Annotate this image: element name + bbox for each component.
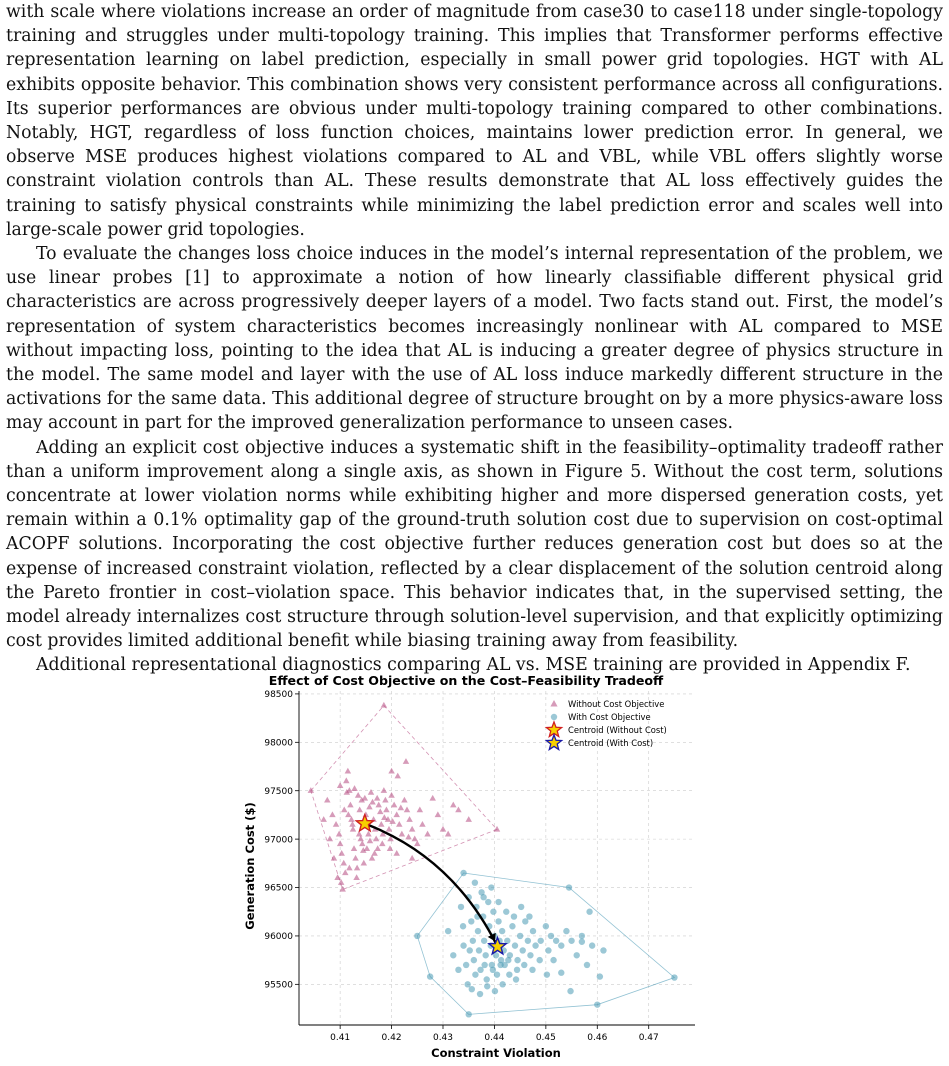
- y-tick-label: 96500: [264, 883, 293, 894]
- point-with-cost: [450, 952, 456, 958]
- scatter-chart: [236, 668, 714, 1061]
- point-with-cost: [490, 909, 496, 915]
- point-without-cost: [398, 805, 404, 811]
- point-with-cost: [499, 981, 505, 987]
- paragraph-1: with scale where violations increase an order of magnitude from case30 to case118 under single-topology training and struggles under multi-topology training. This implies that Transformer performs effective representation learning on label prediction, especially in small power grid topologies. HGT with AL exhibits opposite behavior. This combination shows very consistent performance across all configurations. Its superior performances are obvious under multi-topology training compared to other combinations. Notably, HGT, regardless of loss function choices, maintains lower prediction error. In general, we observe MSE produces highest violations compared to AL and VBL, while VBL offers slightly worse constraint violation controls than AL. These results demonstrate that AL loss effectively guides the training to satisfy physical constraints while minimizing the label prediction error and scales well into large-scale power grid topologies.: [6, 2, 943, 240]
- point-with-cost: [468, 918, 474, 924]
- point-without-cost: [356, 806, 362, 812]
- point-with-cost: [568, 938, 574, 944]
- point-with-cost: [511, 913, 517, 919]
- point-with-cost: [469, 986, 475, 992]
- point-without-cost: [391, 802, 397, 808]
- point-without-cost: [383, 806, 389, 812]
- point-with-cost: [525, 938, 531, 944]
- point-with-cost: [536, 957, 542, 963]
- point-without-cost: [351, 785, 357, 791]
- x-tick-label: 0.43: [432, 1033, 454, 1043]
- point-without-cost: [375, 802, 381, 808]
- point-without-cost: [429, 795, 435, 801]
- body-text: [6, 0, 943, 678]
- point-with-cost: [509, 923, 515, 929]
- point-with-cost: [455, 967, 461, 973]
- point-with-cost: [530, 928, 536, 934]
- point-without-cost: [440, 826, 446, 832]
- point-with-cost: [579, 933, 585, 939]
- point-with-cost: [574, 952, 580, 958]
- point-with-cost: [476, 947, 482, 953]
- point-without-cost: [396, 821, 402, 827]
- point-with-cost: [467, 947, 473, 953]
- paragraph-3: Adding an explicit cost objective induces a systematic shift in the feasibility–optimality tradeoff rather than a uniform improvement along a single axis, as shown in Figure 5. Without the cost term, solutions concentrate at lower violation norms while exhibiting higher and more dispersed generation costs, yet remain within a 0.1% optimality gap of the ground-truth solution cost due to supervision on cost-optimal ACOPF solutions. Incorporating the cost objective further reduces generation cost but does so at the expense of increased constraint violation, reflected by a clear displacement of the solution centroid along the Pareto frontier in cost–violation space. This behavior indicates that, in the supervised setting, the model already internalizes cost structure through solution-level supervision, and that explicitly optimizing cost provides limited additional benefit while biasing training away from feasibility.: [6, 437, 943, 652]
- point-without-cost: [450, 802, 456, 808]
- point-without-cost: [395, 773, 401, 779]
- point-without-cost: [424, 831, 430, 837]
- figure-5: [236, 668, 714, 1061]
- legend-label: Centroid (With Cost): [568, 738, 654, 748]
- point-with-cost: [532, 942, 538, 948]
- point-without-cost: [435, 811, 441, 817]
- point-without-cost: [381, 814, 387, 820]
- point-without-cost: [336, 831, 342, 837]
- y-tick-label: 98000: [264, 738, 293, 749]
- point-with-cost: [589, 942, 595, 948]
- legend-marker-triangle: [550, 700, 557, 707]
- x-tick-label: 0.44: [484, 1033, 505, 1043]
- point-with-cost: [492, 988, 498, 994]
- point-with-cost: [521, 962, 527, 968]
- point-with-cost: [567, 988, 573, 994]
- y-tick-label: 96000: [264, 932, 293, 943]
- point-with-cost: [553, 938, 559, 944]
- x-tick-label: 0.45: [535, 1033, 556, 1043]
- point-without-cost: [393, 811, 399, 817]
- point-without-cost: [403, 758, 409, 764]
- point-with-cost: [566, 884, 572, 890]
- point-without-cost: [327, 836, 333, 842]
- point-without-cost: [329, 811, 335, 817]
- point-without-cost: [401, 797, 407, 803]
- point-without-cost: [411, 836, 417, 842]
- point-with-cost: [586, 909, 592, 915]
- point-with-cost: [481, 962, 487, 968]
- point-with-cost: [520, 947, 526, 953]
- point-without-cost: [337, 840, 343, 846]
- point-with-cost: [506, 971, 512, 977]
- point-without-cost: [355, 792, 361, 798]
- y-tick-label: 98500: [264, 690, 293, 701]
- legend-label: With Cost Objective: [568, 712, 651, 722]
- point-with-cost: [481, 938, 487, 944]
- x-axis-label: Constraint Violation: [431, 1046, 561, 1060]
- x-tick-label: 0.47: [638, 1033, 659, 1043]
- point-with-cost: [529, 967, 535, 973]
- point-with-cost: [472, 879, 478, 885]
- point-with-cost: [472, 971, 478, 977]
- point-with-cost: [414, 933, 420, 939]
- point-with-cost: [514, 957, 520, 963]
- point-without-cost: [378, 821, 384, 827]
- point-without-cost: [320, 816, 326, 822]
- point-with-cost: [600, 947, 606, 953]
- point-with-cost: [497, 962, 503, 968]
- point-without-cost: [405, 834, 411, 840]
- point-with-cost: [584, 962, 590, 968]
- point-without-cost: [361, 860, 367, 866]
- point-with-cost: [460, 923, 466, 929]
- point-without-cost: [386, 826, 392, 832]
- y-tick-label: 95500: [264, 980, 293, 991]
- point-without-cost: [465, 816, 471, 822]
- point-with-cost: [550, 957, 556, 963]
- centroids: [356, 815, 506, 954]
- point-with-cost: [671, 974, 677, 980]
- point-with-cost: [513, 976, 519, 982]
- point-without-cost: [382, 797, 388, 803]
- point-without-cost: [367, 837, 373, 843]
- point-with-cost: [480, 894, 486, 900]
- y-tick-label: 97000: [264, 835, 293, 846]
- point-with-cost: [458, 904, 464, 910]
- legend: [546, 699, 666, 749]
- y-axis-label: Generation Cost ($): [243, 802, 257, 930]
- x-tick-label: 0.41: [330, 1033, 351, 1043]
- point-without-cost: [381, 787, 387, 793]
- point-with-cost: [471, 957, 477, 963]
- point-with-cost: [484, 976, 490, 982]
- point-without-cost: [406, 816, 412, 822]
- point-with-cost: [470, 938, 476, 944]
- point-with-cost: [558, 942, 564, 948]
- legend-label: Without Cost Objective: [568, 699, 665, 709]
- point-with-cost: [495, 918, 501, 924]
- point-with-cost: [558, 970, 564, 976]
- point-with-cost: [445, 928, 451, 934]
- point-with-cost: [466, 1011, 472, 1017]
- point-without-cost: [341, 806, 347, 812]
- point-without-cost: [343, 777, 349, 783]
- point-with-cost: [517, 933, 523, 939]
- point-without-cost: [351, 845, 357, 851]
- point-without-cost: [324, 797, 330, 803]
- point-without-cost: [404, 806, 410, 812]
- point-without-cost: [409, 826, 415, 832]
- point-without-cost: [377, 808, 383, 814]
- data-points: [308, 702, 678, 1018]
- legend-marker-circle: [551, 714, 557, 720]
- point-with-cost: [544, 971, 550, 977]
- point-without-cost: [337, 782, 343, 788]
- point-with-cost: [464, 981, 470, 987]
- chart-title: Effect of Cost Objective on the Cost–Feasibility Tradeoff: [268, 673, 664, 688]
- point-without-cost: [333, 821, 339, 827]
- point-with-cost: [463, 962, 469, 968]
- point-with-cost: [427, 973, 433, 979]
- point-without-cost: [341, 860, 347, 866]
- point-with-cost: [512, 942, 518, 948]
- point-with-cost: [482, 952, 488, 958]
- point-with-cost: [514, 967, 520, 973]
- point-with-cost: [545, 947, 551, 953]
- point-without-cost: [417, 806, 423, 812]
- point-without-cost: [345, 768, 351, 774]
- point-with-cost: [526, 913, 532, 919]
- point-with-cost: [485, 899, 491, 905]
- point-without-cost: [354, 865, 360, 871]
- point-with-cost: [597, 973, 603, 979]
- point-with-cost: [504, 938, 510, 944]
- point-without-cost: [338, 850, 344, 856]
- point-without-cost: [409, 855, 415, 861]
- point-with-cost: [579, 939, 585, 945]
- point-without-cost: [393, 850, 399, 856]
- point-with-cost: [490, 967, 496, 973]
- point-without-cost: [353, 874, 359, 880]
- point-without-cost: [346, 865, 352, 871]
- point-without-cost: [334, 874, 340, 880]
- point-without-cost: [368, 789, 374, 795]
- hull-without-cost: [311, 706, 497, 890]
- point-without-cost: [399, 831, 405, 837]
- point-with-cost: [522, 918, 528, 924]
- point-with-cost: [477, 991, 483, 997]
- point-without-cost: [419, 821, 425, 827]
- paragraph-2: To evaluate the changes loss choice induces in the model’s internal representation of the problem, we use linear probes [1] to approximate a notion of how linearly classifiable different physical grid characteristics are across progressively deeper layers of a model. Two facts stand out. First, the model’s representation of system characteristics becomes increasingly nonlinear with AL compared to MSE without impacting loss, pointing to the idea that AL is inducing a greater degree of physics structure in the model. The same model and layer with the use of AL loss induce markedly different structure in the activations for the same data. This additional degree of structure brought on by a more physics-aware loss may account in part for the improved generalization performance to unseen cases.: [6, 244, 943, 434]
- point-with-cost: [488, 884, 494, 890]
- point-without-cost: [387, 845, 393, 851]
- centroid-without-cost-star: [356, 815, 373, 831]
- point-with-cost: [460, 942, 466, 948]
- legend-label: Centroid (Without Cost): [568, 725, 667, 735]
- point-without-cost: [374, 795, 380, 801]
- point-with-cost: [494, 971, 500, 977]
- point-with-cost: [563, 928, 569, 934]
- point-with-cost: [460, 870, 466, 876]
- point-with-cost: [495, 899, 501, 905]
- point-with-cost: [543, 923, 549, 929]
- point-with-cost: [503, 909, 509, 915]
- point-with-cost: [484, 983, 490, 989]
- paragraph-4: Additional representational diagnostics comparing AL vs. MSE training are provided in Appendix F.: [36, 655, 911, 676]
- point-with-cost: [518, 904, 524, 910]
- point-with-cost: [477, 967, 483, 973]
- point-without-cost: [347, 802, 353, 808]
- point-with-cost: [594, 1001, 600, 1007]
- point-with-cost: [538, 938, 544, 944]
- point-with-cost: [527, 952, 533, 958]
- x-tick-label: 0.46: [587, 1033, 608, 1043]
- point-without-cost: [373, 836, 379, 842]
- point-without-cost: [352, 855, 358, 861]
- point-without-cost: [388, 792, 394, 798]
- point-with-cost: [505, 957, 511, 963]
- point-without-cost: [379, 840, 385, 846]
- point-without-cost: [331, 855, 337, 861]
- point-with-cost: [548, 933, 554, 939]
- point-with-cost: [475, 928, 481, 934]
- x-tick-label: 0.42: [381, 1033, 402, 1043]
- point-without-cost: [381, 702, 387, 708]
- point-with-cost: [499, 928, 505, 934]
- y-tick-label: 97500: [264, 786, 293, 797]
- point-without-cost: [388, 768, 394, 774]
